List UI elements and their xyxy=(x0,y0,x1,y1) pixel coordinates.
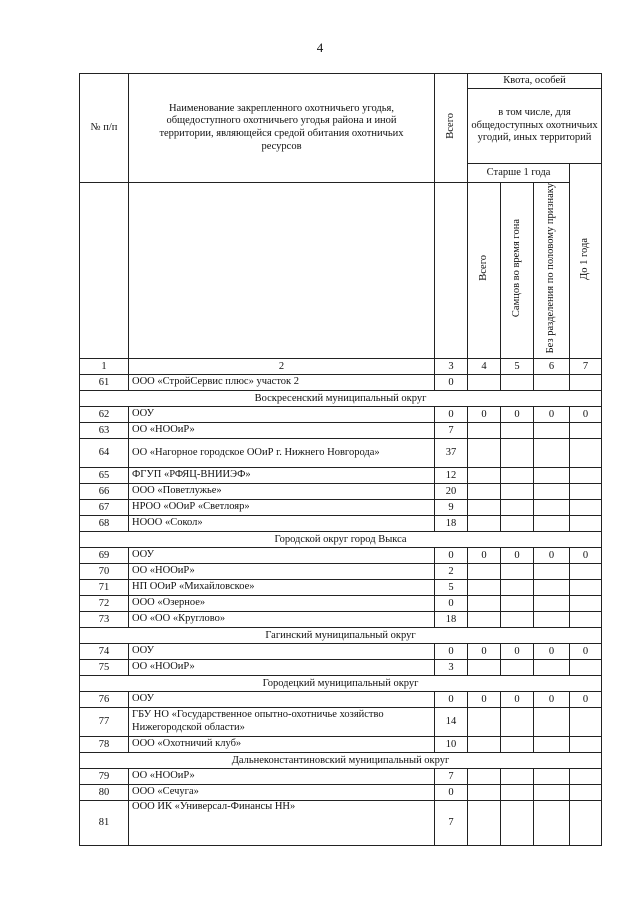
row-number: 79 xyxy=(80,768,129,784)
row-total: 0 xyxy=(435,643,468,659)
row-nodiv xyxy=(534,800,570,845)
row-under1 xyxy=(570,659,602,675)
table-row xyxy=(80,406,602,422)
row-under1 xyxy=(570,515,602,531)
row-older-total xyxy=(468,438,501,467)
row-name: ФГУП «РФЯЦ-ВНИИЭФ» xyxy=(129,467,435,483)
row-males xyxy=(501,563,534,579)
row-males xyxy=(501,499,534,515)
row-total: 0 xyxy=(435,406,468,422)
table-row xyxy=(80,547,602,563)
row-older-total: 0 xyxy=(468,406,501,422)
row-older-total xyxy=(468,499,501,515)
row-total: 0 xyxy=(435,691,468,707)
row-nodiv xyxy=(534,736,570,752)
row-under1 xyxy=(570,483,602,499)
row-under1 xyxy=(570,438,602,467)
header-nodiv-text: Без разделения по половому признаку xyxy=(545,183,557,354)
region-row xyxy=(80,675,602,691)
table-row xyxy=(80,707,602,736)
region-title: Городецкий муниципальный округ xyxy=(80,675,602,691)
row-total: 9 xyxy=(435,499,468,515)
index-cell: 6 xyxy=(534,358,570,374)
row-older-total xyxy=(468,611,501,627)
row-nodiv xyxy=(534,374,570,390)
row-older-total xyxy=(468,707,501,736)
row-name: НРОО «ООиР «Светлояр» xyxy=(129,499,435,515)
row-nodiv xyxy=(534,784,570,800)
header-under1 xyxy=(570,164,602,359)
row-total: 12 xyxy=(435,467,468,483)
table-row xyxy=(80,611,602,627)
quota-table xyxy=(79,73,602,846)
row-nodiv xyxy=(534,467,570,483)
row-older-total xyxy=(468,736,501,752)
row-total: 2 xyxy=(435,563,468,579)
table-row xyxy=(80,784,602,800)
header-quota: Квота, особей xyxy=(468,74,602,89)
row-number: 74 xyxy=(80,643,129,659)
index-cell: 5 xyxy=(501,358,534,374)
row-under1 xyxy=(570,579,602,595)
row-number: 70 xyxy=(80,563,129,579)
header-num: № п/п xyxy=(80,74,129,183)
region-row xyxy=(80,752,602,768)
table-row xyxy=(80,691,602,707)
row-older-total xyxy=(468,579,501,595)
row-name: ООО «Сечуга» xyxy=(129,784,435,800)
region-title: Воскресенский муниципальный округ xyxy=(80,390,602,406)
index-cell: 4 xyxy=(468,358,501,374)
header-males-text: Самцов во время гона xyxy=(510,219,522,318)
row-name: ООУ xyxy=(129,643,435,659)
table-body xyxy=(80,374,602,845)
header-nodiv xyxy=(534,183,570,359)
table-row xyxy=(80,579,602,595)
table-row xyxy=(80,374,602,390)
table-header xyxy=(80,74,602,375)
row-males xyxy=(501,483,534,499)
table-row xyxy=(80,467,602,483)
row-total: 7 xyxy=(435,768,468,784)
row-older-total: 0 xyxy=(468,547,501,563)
row-nodiv xyxy=(534,438,570,467)
row-name: ОО «НООиР» xyxy=(129,422,435,438)
row-males xyxy=(501,467,534,483)
row-nodiv xyxy=(534,579,570,595)
row-total: 7 xyxy=(435,422,468,438)
row-under1 xyxy=(570,374,602,390)
row-name: ООО ИК «Универсал-Финансы НН» xyxy=(129,800,435,845)
table-row xyxy=(80,595,602,611)
row-nodiv xyxy=(534,563,570,579)
row-males xyxy=(501,736,534,752)
row-total: 0 xyxy=(435,374,468,390)
row-males: 0 xyxy=(501,547,534,563)
row-number: 77 xyxy=(80,707,129,736)
table-row xyxy=(80,768,602,784)
row-older-total xyxy=(468,483,501,499)
row-males xyxy=(501,768,534,784)
page-number: 4 xyxy=(316,40,324,55)
region-row xyxy=(80,390,602,406)
row-males xyxy=(501,611,534,627)
row-older-total xyxy=(468,800,501,845)
row-number: 71 xyxy=(80,579,129,595)
row-number: 75 xyxy=(80,659,129,675)
row-number: 69 xyxy=(80,547,129,563)
row-nodiv xyxy=(534,422,570,438)
row-under1 xyxy=(570,784,602,800)
row-nodiv xyxy=(534,768,570,784)
row-under1 xyxy=(570,800,602,845)
row-nodiv: 0 xyxy=(534,547,570,563)
row-number: 73 xyxy=(80,611,129,627)
row-under1: 0 xyxy=(570,406,602,422)
row-name: ОО «НООиР» xyxy=(129,659,435,675)
row-under1 xyxy=(570,595,602,611)
row-number: 78 xyxy=(80,736,129,752)
table-row xyxy=(80,659,602,675)
row-nodiv: 0 xyxy=(534,643,570,659)
row-nodiv xyxy=(534,611,570,627)
table-row xyxy=(80,499,602,515)
row-total: 20 xyxy=(435,483,468,499)
row-nodiv: 0 xyxy=(534,406,570,422)
row-total: 14 xyxy=(435,707,468,736)
row-name: ООО «Поветлужье» xyxy=(129,483,435,499)
row-number: 80 xyxy=(80,784,129,800)
row-total: 37 xyxy=(435,438,468,467)
row-number: 66 xyxy=(80,483,129,499)
row-males xyxy=(501,659,534,675)
row-total: 0 xyxy=(435,595,468,611)
header-older: Старше 1 года xyxy=(468,164,570,183)
index-cell: 7 xyxy=(570,358,602,374)
row-total: 0 xyxy=(435,784,468,800)
table-row xyxy=(80,563,602,579)
row-name: ООУ xyxy=(129,691,435,707)
row-males xyxy=(501,784,534,800)
table-row xyxy=(80,483,602,499)
row-number: 64 xyxy=(80,438,129,467)
header-older-total-text: Всего xyxy=(477,255,489,282)
row-under1 xyxy=(570,736,602,752)
row-nodiv xyxy=(534,483,570,499)
region-title: Дальнеконстантиновский муниципальный округ xyxy=(80,752,602,768)
row-name: ООО «Охотничий клуб» xyxy=(129,736,435,752)
row-name: ООО «Озерное» xyxy=(129,595,435,611)
row-number: 81 xyxy=(80,800,129,845)
row-total: 10 xyxy=(435,736,468,752)
header-total-text: Всего xyxy=(444,112,456,139)
row-males: 0 xyxy=(501,406,534,422)
header-males xyxy=(501,183,534,359)
row-under1 xyxy=(570,563,602,579)
table-row xyxy=(80,438,602,467)
row-nodiv xyxy=(534,659,570,675)
row-males xyxy=(501,422,534,438)
row-number: 76 xyxy=(80,691,129,707)
row-total: 18 xyxy=(435,611,468,627)
row-total: 7 xyxy=(435,800,468,845)
row-under1: 0 xyxy=(570,547,602,563)
row-males xyxy=(501,374,534,390)
row-older-total xyxy=(468,467,501,483)
row-older-total xyxy=(468,563,501,579)
index-cell: 2 xyxy=(129,358,435,374)
header-under1-text: До 1 года xyxy=(579,237,591,280)
region-title: Гагинский муниципальный округ xyxy=(80,627,602,643)
row-name: НООО «Сокол» xyxy=(129,515,435,531)
row-name: НП ООиР «Михайловское» xyxy=(129,579,435,595)
table-row xyxy=(80,515,602,531)
row-name: ГБУ НО «Государственное опытно-охотничье хозяйство Нижегородской области» xyxy=(129,707,435,736)
row-name: ОО «НООиР» xyxy=(129,768,435,784)
row-name: ООО «СтройСервис плюс» участок 2 xyxy=(129,374,435,390)
table-row xyxy=(80,422,602,438)
row-males xyxy=(501,707,534,736)
row-number: 67 xyxy=(80,499,129,515)
row-under1 xyxy=(570,422,602,438)
row-number: 65 xyxy=(80,467,129,483)
header-name: Наименование закрепленного охотничьего угодья, общедоступного охотничьего угодья района и иной территории, являющейся средой обитания охотничьих ресурсов xyxy=(129,74,435,183)
row-older-total xyxy=(468,374,501,390)
row-older-total: 0 xyxy=(468,643,501,659)
row-under1 xyxy=(570,611,602,627)
row-older-total xyxy=(468,595,501,611)
header-older-total xyxy=(468,183,501,359)
region-row xyxy=(80,531,602,547)
row-number: 62 xyxy=(80,406,129,422)
row-older-total xyxy=(468,422,501,438)
row-name: ОО «НООиР» xyxy=(129,563,435,579)
row-older-total xyxy=(468,768,501,784)
row-older-total: 0 xyxy=(468,691,501,707)
row-name: ООУ xyxy=(129,547,435,563)
row-under1 xyxy=(570,499,602,515)
row-total: 0 xyxy=(435,547,468,563)
row-number: 72 xyxy=(80,595,129,611)
row-older-total xyxy=(468,515,501,531)
row-under1: 0 xyxy=(570,643,602,659)
table-row xyxy=(80,800,602,845)
row-males: 0 xyxy=(501,643,534,659)
row-name: ООУ xyxy=(129,406,435,422)
row-under1: 0 xyxy=(570,691,602,707)
row-nodiv xyxy=(534,515,570,531)
table-row xyxy=(80,736,602,752)
row-nodiv: 0 xyxy=(534,691,570,707)
index-cell: 1 xyxy=(80,358,129,374)
row-total: 18 xyxy=(435,515,468,531)
row-nodiv xyxy=(534,707,570,736)
row-males xyxy=(501,800,534,845)
row-older-total xyxy=(468,659,501,675)
row-nodiv xyxy=(534,499,570,515)
row-older-total xyxy=(468,784,501,800)
row-males xyxy=(501,595,534,611)
row-males xyxy=(501,515,534,531)
row-males xyxy=(501,438,534,467)
row-name: ОО «ОО «Круглово» xyxy=(129,611,435,627)
index-row xyxy=(80,358,602,374)
row-number: 63 xyxy=(80,422,129,438)
row-number: 61 xyxy=(80,374,129,390)
header-incl: в том числе, для общедоступных охотничьих угодий, иных территорий xyxy=(468,89,602,164)
row-males: 0 xyxy=(501,691,534,707)
row-nodiv xyxy=(534,595,570,611)
index-cell: 3 xyxy=(435,358,468,374)
row-number: 68 xyxy=(80,515,129,531)
region-row xyxy=(80,627,602,643)
row-total: 3 xyxy=(435,659,468,675)
row-males xyxy=(501,579,534,595)
row-total: 5 xyxy=(435,579,468,595)
table-row xyxy=(80,643,602,659)
row-name: ОО «Нагорное городское ООиР г. Нижнего Новгорода» xyxy=(129,438,435,467)
region-title: Городской округ город Выкса xyxy=(80,531,602,547)
row-under1 xyxy=(570,768,602,784)
header-total xyxy=(435,74,468,183)
row-under1 xyxy=(570,707,602,736)
row-under1 xyxy=(570,467,602,483)
